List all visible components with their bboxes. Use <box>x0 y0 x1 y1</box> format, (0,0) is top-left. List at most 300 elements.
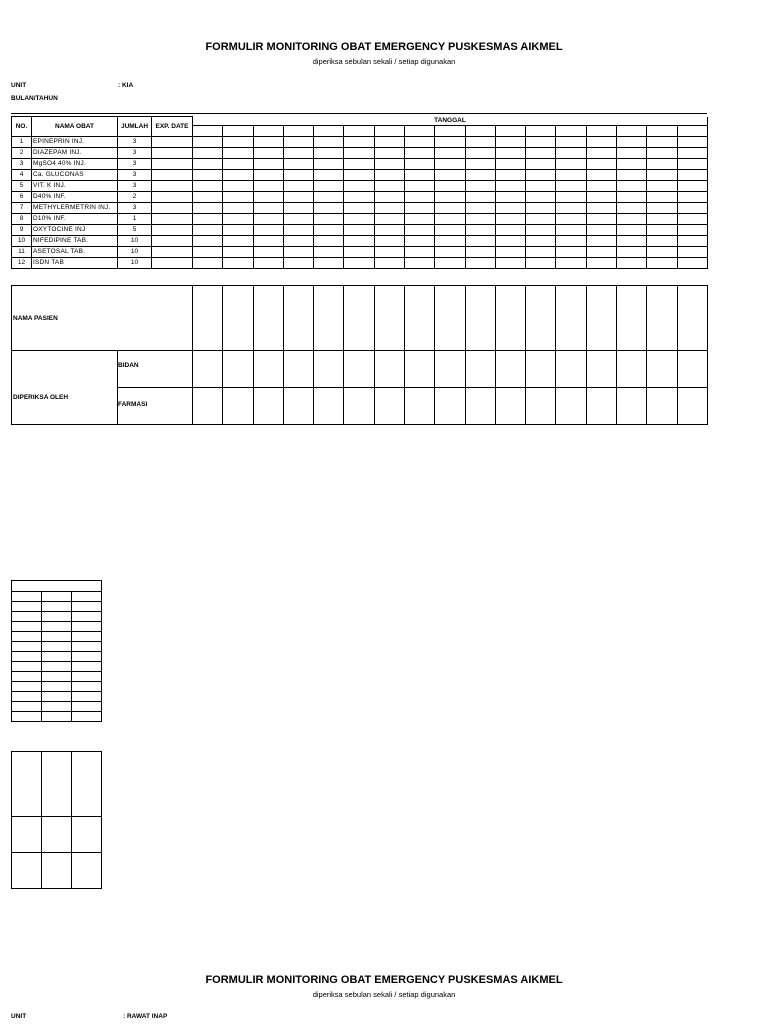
row-number: 6 <box>12 191 32 202</box>
check-cell[interactable] <box>314 169 344 180</box>
check-cell[interactable] <box>223 147 253 158</box>
check-cell[interactable] <box>404 158 434 169</box>
exp-date-cell[interactable] <box>152 246 193 257</box>
check-cell[interactable] <box>556 202 586 213</box>
check-cell[interactable] <box>344 169 374 180</box>
check-cell[interactable] <box>556 235 586 246</box>
signature-cell[interactable] <box>314 351 344 388</box>
check-cell[interactable] <box>374 158 404 169</box>
check-cell[interactable] <box>374 235 404 246</box>
check-cell[interactable] <box>586 257 616 268</box>
check-cell[interactable] <box>495 191 525 202</box>
check-cell[interactable] <box>253 191 283 202</box>
check-cell[interactable] <box>193 136 223 147</box>
check-cell[interactable] <box>374 257 404 268</box>
date-cell[interactable] <box>465 125 495 136</box>
check-cell[interactable] <box>677 136 708 147</box>
check-cell[interactable] <box>495 158 525 169</box>
exp-date-cell[interactable] <box>152 169 193 180</box>
check-cell[interactable] <box>647 235 677 246</box>
check-cell[interactable] <box>435 158 465 169</box>
signature-cell[interactable] <box>526 351 556 388</box>
check-cell[interactable] <box>465 213 495 224</box>
signature-cell[interactable] <box>223 351 253 388</box>
check-cell[interactable] <box>677 180 708 191</box>
check-cell[interactable] <box>647 147 677 158</box>
date-cell[interactable] <box>616 125 646 136</box>
check-cell[interactable] <box>314 213 344 224</box>
check-cell[interactable] <box>556 136 586 147</box>
check-cell[interactable] <box>223 191 253 202</box>
check-cell[interactable] <box>616 169 646 180</box>
table-row <box>12 191 708 202</box>
signature-cell[interactable] <box>435 351 465 388</box>
date-cell[interactable] <box>586 125 616 136</box>
check-cell[interactable] <box>586 136 616 147</box>
check-cell[interactable] <box>374 191 404 202</box>
check-cell[interactable] <box>495 257 525 268</box>
date-cell[interactable] <box>526 125 556 136</box>
date-cell[interactable] <box>677 125 708 136</box>
table-row <box>12 202 708 213</box>
check-cell[interactable] <box>283 246 313 257</box>
check-cell[interactable] <box>283 213 313 224</box>
check-cell[interactable] <box>314 191 344 202</box>
check-cell[interactable] <box>253 224 283 235</box>
check-cell[interactable] <box>314 257 344 268</box>
date-cell[interactable] <box>314 125 344 136</box>
check-cell[interactable] <box>616 180 646 191</box>
signature-cell[interactable] <box>647 388 677 425</box>
signature-cell[interactable] <box>344 286 374 351</box>
check-cell[interactable] <box>283 257 313 268</box>
check-cell[interactable] <box>344 180 374 191</box>
signature-cell[interactable] <box>495 388 525 425</box>
check-cell[interactable] <box>435 169 465 180</box>
signature-cell[interactable] <box>253 388 283 425</box>
signature-cell[interactable] <box>344 351 374 388</box>
check-cell[interactable] <box>314 158 344 169</box>
check-cell[interactable] <box>465 235 495 246</box>
date-cell[interactable] <box>193 125 223 136</box>
check-cell[interactable] <box>465 136 495 147</box>
check-cell[interactable] <box>435 191 465 202</box>
date-cell[interactable] <box>404 125 434 136</box>
date-cell[interactable] <box>495 125 525 136</box>
check-cell[interactable] <box>556 158 586 169</box>
check-cell[interactable] <box>253 169 283 180</box>
check-cell[interactable] <box>526 191 556 202</box>
bulan-tahun-label: BULAN/TAHUN <box>11 95 58 102</box>
check-cell[interactable] <box>435 257 465 268</box>
signature-cell[interactable] <box>556 388 586 425</box>
check-cell[interactable] <box>556 147 586 158</box>
check-cell[interactable] <box>344 158 374 169</box>
check-cell[interactable] <box>556 213 586 224</box>
signature-cell[interactable] <box>586 351 616 388</box>
check-cell[interactable] <box>283 158 313 169</box>
check-cell[interactable] <box>616 136 646 147</box>
check-cell[interactable] <box>283 202 313 213</box>
check-cell[interactable] <box>556 180 586 191</box>
date-cell[interactable] <box>435 125 465 136</box>
check-cell[interactable] <box>374 246 404 257</box>
blank-cell <box>42 817 72 853</box>
signature-cell[interactable] <box>283 388 313 425</box>
signature-cell[interactable] <box>283 286 313 351</box>
exp-date-cell[interactable] <box>152 136 193 147</box>
check-cell[interactable] <box>435 224 465 235</box>
check-cell[interactable] <box>465 180 495 191</box>
check-cell[interactable] <box>677 246 708 257</box>
check-cell[interactable] <box>647 224 677 235</box>
check-cell[interactable] <box>616 257 646 268</box>
check-cell[interactable] <box>495 180 525 191</box>
check-cell[interactable] <box>223 213 253 224</box>
check-cell[interactable] <box>435 180 465 191</box>
signature-cell[interactable] <box>404 351 434 388</box>
check-cell[interactable] <box>586 180 616 191</box>
signature-cell[interactable] <box>526 286 556 351</box>
signature-cell[interactable] <box>223 286 253 351</box>
exp-date-cell[interactable] <box>152 147 193 158</box>
check-cell[interactable] <box>556 246 586 257</box>
signature-cell[interactable] <box>677 286 708 351</box>
check-cell[interactable] <box>404 136 434 147</box>
check-cell[interactable] <box>283 224 313 235</box>
signature-cell[interactable] <box>374 351 404 388</box>
check-cell[interactable] <box>526 180 556 191</box>
check-cell[interactable] <box>495 224 525 235</box>
check-cell[interactable] <box>435 246 465 257</box>
check-cell[interactable] <box>253 257 283 268</box>
signature-cell[interactable] <box>586 286 616 351</box>
check-cell[interactable] <box>495 147 525 158</box>
signature-cell[interactable] <box>495 351 525 388</box>
check-cell[interactable] <box>404 180 434 191</box>
check-cell[interactable] <box>435 235 465 246</box>
check-cell[interactable] <box>193 191 223 202</box>
check-cell[interactable] <box>314 235 344 246</box>
signature-cell[interactable] <box>556 286 586 351</box>
check-cell[interactable] <box>465 191 495 202</box>
check-cell[interactable] <box>344 246 374 257</box>
check-cell[interactable] <box>526 169 556 180</box>
signature-cell[interactable] <box>435 286 465 351</box>
exp-date-cell[interactable] <box>152 180 193 191</box>
check-cell[interactable] <box>193 202 223 213</box>
signature-cell[interactable] <box>193 351 223 388</box>
check-cell[interactable] <box>586 235 616 246</box>
check-cell[interactable] <box>647 169 677 180</box>
check-cell[interactable] <box>616 147 646 158</box>
check-cell[interactable] <box>344 224 374 235</box>
date-cell[interactable] <box>556 125 586 136</box>
check-cell[interactable] <box>586 246 616 257</box>
check-cell[interactable] <box>344 202 374 213</box>
check-cell[interactable] <box>526 213 556 224</box>
signature-cell[interactable] <box>193 388 223 425</box>
table-row <box>12 180 708 191</box>
exp-date-cell[interactable] <box>152 202 193 213</box>
check-cell[interactable] <box>647 246 677 257</box>
check-cell[interactable] <box>223 169 253 180</box>
check-cell[interactable] <box>677 202 708 213</box>
check-cell[interactable] <box>283 147 313 158</box>
check-cell[interactable] <box>404 246 434 257</box>
signature-cell[interactable] <box>677 388 708 425</box>
check-cell[interactable] <box>374 213 404 224</box>
signature-cell[interactable] <box>223 388 253 425</box>
blank-cell <box>42 622 72 632</box>
check-cell[interactable] <box>374 147 404 158</box>
check-cell[interactable] <box>677 191 708 202</box>
check-cell[interactable] <box>616 246 646 257</box>
check-cell[interactable] <box>344 191 374 202</box>
check-cell[interactable] <box>677 213 708 224</box>
signature-cell[interactable] <box>374 388 404 425</box>
check-cell[interactable] <box>314 147 344 158</box>
check-cell[interactable] <box>495 235 525 246</box>
signature-cell[interactable] <box>253 286 283 351</box>
date-cell[interactable] <box>253 125 283 136</box>
check-cell[interactable] <box>253 147 283 158</box>
check-cell[interactable] <box>677 235 708 246</box>
check-cell[interactable] <box>404 213 434 224</box>
check-cell[interactable] <box>586 169 616 180</box>
check-cell[interactable] <box>253 202 283 213</box>
check-cell[interactable] <box>616 202 646 213</box>
exp-date-cell[interactable] <box>152 213 193 224</box>
check-cell[interactable] <box>223 257 253 268</box>
check-cell[interactable] <box>677 158 708 169</box>
signature-cell[interactable] <box>465 351 495 388</box>
signature-cell[interactable] <box>465 388 495 425</box>
check-cell[interactable] <box>193 180 223 191</box>
date-cell[interactable] <box>344 125 374 136</box>
exp-date-cell[interactable] <box>152 224 193 235</box>
check-cell[interactable] <box>253 235 283 246</box>
check-cell[interactable] <box>526 224 556 235</box>
check-cell[interactable] <box>465 147 495 158</box>
check-cell[interactable] <box>223 136 253 147</box>
check-cell[interactable] <box>253 158 283 169</box>
exp-date-cell[interactable] <box>152 191 193 202</box>
signature-cell[interactable] <box>404 388 434 425</box>
signature-cell[interactable] <box>677 351 708 388</box>
check-cell[interactable] <box>495 136 525 147</box>
check-cell[interactable] <box>586 158 616 169</box>
check-cell[interactable] <box>314 202 344 213</box>
check-cell[interactable] <box>374 224 404 235</box>
check-cell[interactable] <box>223 202 253 213</box>
form-title: FORMULIR MONITORING OBAT EMERGENCY PUSKESMAS AIKMEL <box>205 41 563 53</box>
signature-cell[interactable] <box>495 286 525 351</box>
check-cell[interactable] <box>193 158 223 169</box>
check-cell[interactable] <box>404 235 434 246</box>
signature-cell[interactable] <box>374 286 404 351</box>
check-cell[interactable] <box>344 147 374 158</box>
check-cell[interactable] <box>586 202 616 213</box>
check-cell[interactable] <box>253 246 283 257</box>
check-cell[interactable] <box>344 257 374 268</box>
date-cell[interactable] <box>283 125 313 136</box>
check-cell[interactable] <box>526 202 556 213</box>
check-cell[interactable] <box>374 169 404 180</box>
check-cell[interactable] <box>526 147 556 158</box>
date-cell[interactable] <box>223 125 253 136</box>
check-cell[interactable] <box>344 136 374 147</box>
check-cell[interactable] <box>556 224 586 235</box>
check-cell[interactable] <box>586 213 616 224</box>
signature-cell[interactable] <box>404 286 434 351</box>
check-cell[interactable] <box>526 235 556 246</box>
check-cell[interactable] <box>647 257 677 268</box>
exp-date-cell[interactable] <box>152 257 193 268</box>
signature-cell[interactable] <box>283 351 313 388</box>
check-cell[interactable] <box>465 202 495 213</box>
check-cell[interactable] <box>647 136 677 147</box>
check-cell[interactable] <box>223 224 253 235</box>
check-cell[interactable] <box>223 180 253 191</box>
check-cell[interactable] <box>404 191 434 202</box>
check-cell[interactable] <box>193 224 223 235</box>
check-cell[interactable] <box>253 213 283 224</box>
check-cell[interactable] <box>193 147 223 158</box>
medication-name: D40% INF. <box>32 191 118 202</box>
signature-cell[interactable] <box>314 286 344 351</box>
check-cell[interactable] <box>314 136 344 147</box>
check-cell[interactable] <box>465 257 495 268</box>
check-cell[interactable] <box>526 257 556 268</box>
blank-cell <box>72 692 102 702</box>
check-cell[interactable] <box>616 213 646 224</box>
check-cell[interactable] <box>344 235 374 246</box>
check-cell[interactable] <box>586 191 616 202</box>
signature-cell[interactable] <box>647 286 677 351</box>
check-cell[interactable] <box>495 202 525 213</box>
signature-cell[interactable] <box>526 388 556 425</box>
check-cell[interactable] <box>526 158 556 169</box>
check-cell[interactable] <box>223 246 253 257</box>
signature-cell[interactable] <box>616 286 646 351</box>
signature-cell[interactable] <box>465 286 495 351</box>
check-cell[interactable] <box>465 158 495 169</box>
check-cell[interactable] <box>647 180 677 191</box>
check-cell[interactable] <box>495 169 525 180</box>
date-cell[interactable] <box>374 125 404 136</box>
check-cell[interactable] <box>586 224 616 235</box>
check-cell[interactable] <box>647 202 677 213</box>
check-cell[interactable] <box>193 213 223 224</box>
check-cell[interactable] <box>404 257 434 268</box>
blank-cell <box>12 752 42 817</box>
check-cell[interactable] <box>586 147 616 158</box>
table-row <box>12 169 708 180</box>
check-cell[interactable] <box>495 246 525 257</box>
check-cell[interactable] <box>193 246 223 257</box>
check-cell[interactable] <box>404 202 434 213</box>
exp-date-cell[interactable] <box>152 158 193 169</box>
check-cell[interactable] <box>283 169 313 180</box>
check-cell[interactable] <box>283 136 313 147</box>
check-cell[interactable] <box>435 213 465 224</box>
signature-cell[interactable] <box>616 351 646 388</box>
blank-cell <box>42 602 72 612</box>
date-cell[interactable] <box>647 125 677 136</box>
check-cell[interactable] <box>526 136 556 147</box>
check-cell[interactable] <box>193 235 223 246</box>
check-cell[interactable] <box>374 202 404 213</box>
check-cell[interactable] <box>526 246 556 257</box>
check-cell[interactable] <box>647 158 677 169</box>
check-cell[interactable] <box>556 191 586 202</box>
check-cell[interactable] <box>253 136 283 147</box>
check-cell[interactable] <box>465 246 495 257</box>
check-cell[interactable] <box>616 191 646 202</box>
check-cell[interactable] <box>404 147 434 158</box>
check-cell[interactable] <box>314 246 344 257</box>
check-cell[interactable] <box>344 213 374 224</box>
check-cell[interactable] <box>556 257 586 268</box>
signature-cell[interactable] <box>556 351 586 388</box>
check-cell[interactable] <box>647 213 677 224</box>
check-cell[interactable] <box>465 169 495 180</box>
check-cell[interactable] <box>495 213 525 224</box>
signature-cell[interactable] <box>253 351 283 388</box>
check-cell[interactable] <box>374 180 404 191</box>
signature-cell[interactable] <box>314 388 344 425</box>
check-cell[interactable] <box>556 169 586 180</box>
check-cell[interactable] <box>647 191 677 202</box>
signature-cell[interactable] <box>586 388 616 425</box>
check-cell[interactable] <box>677 169 708 180</box>
check-cell[interactable] <box>616 235 646 246</box>
check-cell[interactable] <box>404 224 434 235</box>
check-cell[interactable] <box>193 257 223 268</box>
check-cell[interactable] <box>465 224 495 235</box>
check-cell[interactable] <box>223 158 253 169</box>
blank-cell <box>72 662 102 672</box>
signature-cell[interactable] <box>193 286 223 351</box>
check-cell[interactable] <box>677 257 708 268</box>
check-cell[interactable] <box>677 224 708 235</box>
check-cell[interactable] <box>616 224 646 235</box>
signature-cell[interactable] <box>344 388 374 425</box>
check-cell[interactable] <box>314 180 344 191</box>
check-cell[interactable] <box>283 191 313 202</box>
medication-name: Ca. GLUCONAS <box>32 169 118 180</box>
exp-date-cell[interactable] <box>152 235 193 246</box>
check-cell[interactable] <box>314 224 344 235</box>
check-cell[interactable] <box>374 136 404 147</box>
check-cell[interactable] <box>435 202 465 213</box>
check-cell[interactable] <box>435 147 465 158</box>
check-cell[interactable] <box>253 180 283 191</box>
check-cell[interactable] <box>223 235 253 246</box>
signature-cell[interactable] <box>616 388 646 425</box>
signature-cell[interactable] <box>435 388 465 425</box>
blank-cell <box>72 672 102 682</box>
check-cell[interactable] <box>616 158 646 169</box>
check-cell[interactable] <box>404 169 434 180</box>
check-cell[interactable] <box>677 147 708 158</box>
check-cell[interactable] <box>193 169 223 180</box>
signature-cell[interactable] <box>647 351 677 388</box>
check-cell[interactable] <box>283 180 313 191</box>
check-cell[interactable] <box>283 235 313 246</box>
check-cell[interactable] <box>435 136 465 147</box>
